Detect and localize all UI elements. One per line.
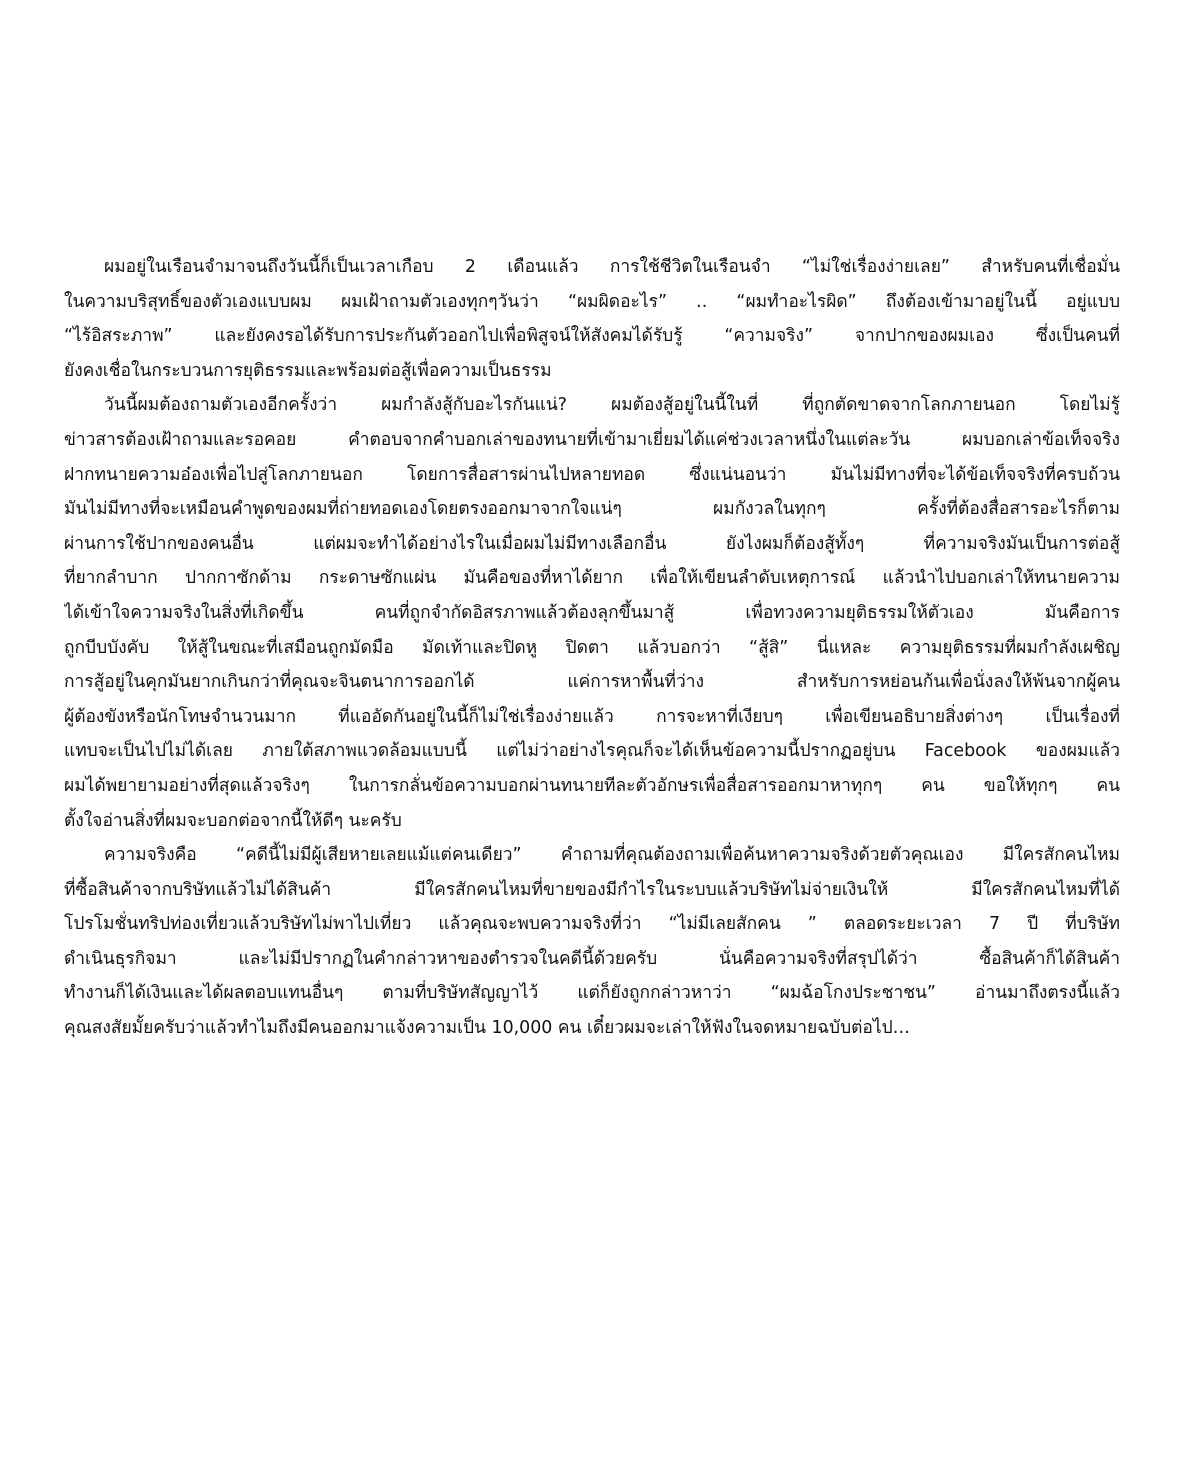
- text-line: ที่ยากลำบาก ปากกาซักด้าม กระดาษซักแผ่น มันคือของที่หาได้ยาก เพื่อให้เขียนลำดับเหตุการณ์ แล้วนำไปบอกเล่าให้ทนายความ: [64, 568, 1120, 589]
- text-line: ผ่านการใช้ปากของคนอื่น แต่ผมจะทำได้อย่างไรในเมื่อผมไม่มีทางเลือกอื่น ยังไงผมก็ต้องสู้ทั้งๆ ที่ความจริงมันเป็นการต่อสู้: [64, 533, 1120, 554]
- text-line: วันนี้ผมต้องถามตัวเองอีกครั้งว่า ผมกำลังสู้กับอะไรกันแน่? ผมต้องสู้อยู่ในนี้ในที่ ที่ถูกตัดขาดจากโลกภายนอก โดยไม่รู้: [104, 395, 1120, 416]
- text-line: ทำงานก็ได้เงินและได้ผลตอบแทนอื่นๆ ตามที่บริษัทสัญญาไว้ แต่ก็ยังถูกกล่าวหาว่า “ผมฉ้อโกงประชาชน” อ่านมาถึงตรงนี้แล้ว: [64, 983, 1120, 1004]
- text-line: ผู้ต้องขังหรือนักโทษจำนวนมาก ที่แออัดกันอยู่ในนี้ก็ไม่ใช่เรื่องง่ายแล้ว การจะหาที่เงียบๆ เพื่อเขียนอธิบายสิ่งต่างๆ เป็นเรื่องที่: [64, 706, 1120, 727]
- paragraph-1: [64, 250, 1120, 388]
- text-line: ตั้งใจอ่านสิ่งที่ผมจะบอกต่อจากนี้ให้ดีๆ นะครับ: [64, 810, 402, 831]
- letter-body: [64, 250, 1120, 1046]
- text-line: ได้เข้าใจความจริงในสิ่งที่เกิดขึ้น คนที่ถูกจำกัดอิสรภาพแล้วต้องลุกขึ้นมาสู้ เพื่อทวงความยุติธรรมให้ตัวเอง มันคือการ: [64, 602, 1120, 623]
- text-line: ที่ซื้อสินค้าจากบริษัทแล้วไม่ได้สินค้า มีใครสักคนไหมที่ขายของมีกำไรในระบบแล้วบริษัทไม่จ่ายเงินให้ มีใครสักคนไหมที่ได้: [64, 879, 1120, 900]
- text-line: ผมอยู่ในเรือนจำมาจนถึงวันนี้ก็เป็นเวลาเกือบ 2 เดือนแล้ว การใช้ชีวิตในเรือนจำ “ไม่ใช่เรื่องง่ายเลย” สำหรับคนที่เชื่อมั่น: [104, 257, 1120, 277]
- text-line: “ไร้อิสระภาพ” และยังคงรอได้รับการประกันตัวออกไปเพื่อพิสูจน์ให้สังคมได้รับรู้ “ความจริง” จากปากของผมเอง ซึ่งเป็นคนที่: [64, 326, 1120, 347]
- paragraph-2: [64, 388, 1120, 838]
- text-line: ฝากทนายความอ๋องเพื่อไปสู่โลกภายนอก โดยการสื่อสารผ่านไปหลายทอด ซึ่งแน่นอนว่า มันไม่มีทางที่จะได้ข้อเท็จจริงที่ครบถ้วน: [64, 464, 1120, 485]
- text-line: โปรโมชั่นทริปท่องเที่ยวแล้วบริษัทไม่พาไปเที่ยว แล้วคุณจะพบความจริงที่ว่า “ไม่มีเลยสักคน ” ตลอดระยะเวลา 7 ปี ที่บริษัท: [64, 914, 1120, 935]
- text-line: มันไม่มีทางที่จะเหมือนคำพูดของผมที่ถ่ายทอดเองโดยตรงออกมาจากใจแน่ๆ ผมกังวลในทุกๆ ครั้งที่ต้องสื่อสารอะไรก็ตาม: [64, 499, 1120, 520]
- text-line: ยังคงเชื่อในกระบวนการยุติธรรมและพร้อมต่อสู้เพื่อความเป็นธรรม: [64, 360, 552, 381]
- text-line: ข่าวสารต้องเฝ้าถามและรอคอย คำตอบจากคำบอกเล่าของทนายที่เข้ามาเยี่ยมได้แค่ช่วงเวลาหนึ่งในแต่ละวัน ผมบอกเล่าข้อเท็จจริง: [64, 429, 1120, 450]
- text-line: คุณสงสัยมั้ยครับว่าแล้วทำไมถึงมีคนออกมาแจ้งความเป็น 10,000 คน เดี๋ยวผมจะเล่าให้ฟังในจดหมายฉบับต่อไป…: [64, 1018, 911, 1039]
- text-line: การสู้อยู่ในคุกมันยากเกินกว่าที่คุณจะจินตนาการออกได้ แค่การหาพื้นที่ว่าง สำหรับการหย่อนก้นเพื่อนั่งลงให้พ้นจากผู้คน: [64, 672, 1120, 693]
- text-line: ดำเนินธุรกิจมา และไม่มีปรากฏในคำกล่าวหาของตำรวจในคดีนี้ด้วยครับ นั่นคือความจริงที่สรุปได้ว่า ซื้อสินค้าก็ได้สินค้า: [64, 948, 1120, 969]
- paragraph-3: [64, 838, 1120, 1046]
- text-line: ถูกบีบบังคับ ให้สู้ในขณะที่เสมือนถูกมัดมือ มัดเท้าและปิดหู ปิดตา แล้วบอกว่า “สู้สิ” นี่แหละ ความยุติธรรมที่ผมกำลังเผชิญ: [64, 637, 1120, 658]
- text-line: ผมได้พยายามอย่างที่สุดแล้วจริงๆ ในการกลั่นข้อความบอกผ่านทนายทีละตัวอักษรเพื่อสื่อสารออกมาหาทุกๆ คน ขอให้ทุกๆ คน: [64, 775, 1120, 796]
- text-line: ในความบริสุทธิ์ของตัวเองแบบผม ผมเฝ้าถามตัวเองทุกๆวันว่า “ผมผิดอะไร” .. “ผมทำอะไรผิด” ถึงต้องเข้ามาอยู่ในนี้ อยู่แบบ: [64, 291, 1120, 312]
- text-line: แทบจะเป็นไปไม่ได้เลย ภายใต้สภาพแวดล้อมแบบนี้ แต่ไม่ว่าอย่างไรคุณก็จะได้เห็นข้อความนี้ปรากฏอยู่บน Facebook ของผมแล้ว: [64, 741, 1120, 762]
- text-line: ความจริงคือ “คดีนี้ไม่มีผู้เสียหายเลยแม้แต่คนเดียว” คำถามที่คุณต้องถามเพื่อค้นหาความจริงด้วยตัวคุณเอง มีใครสักคนไหม: [104, 845, 1120, 866]
